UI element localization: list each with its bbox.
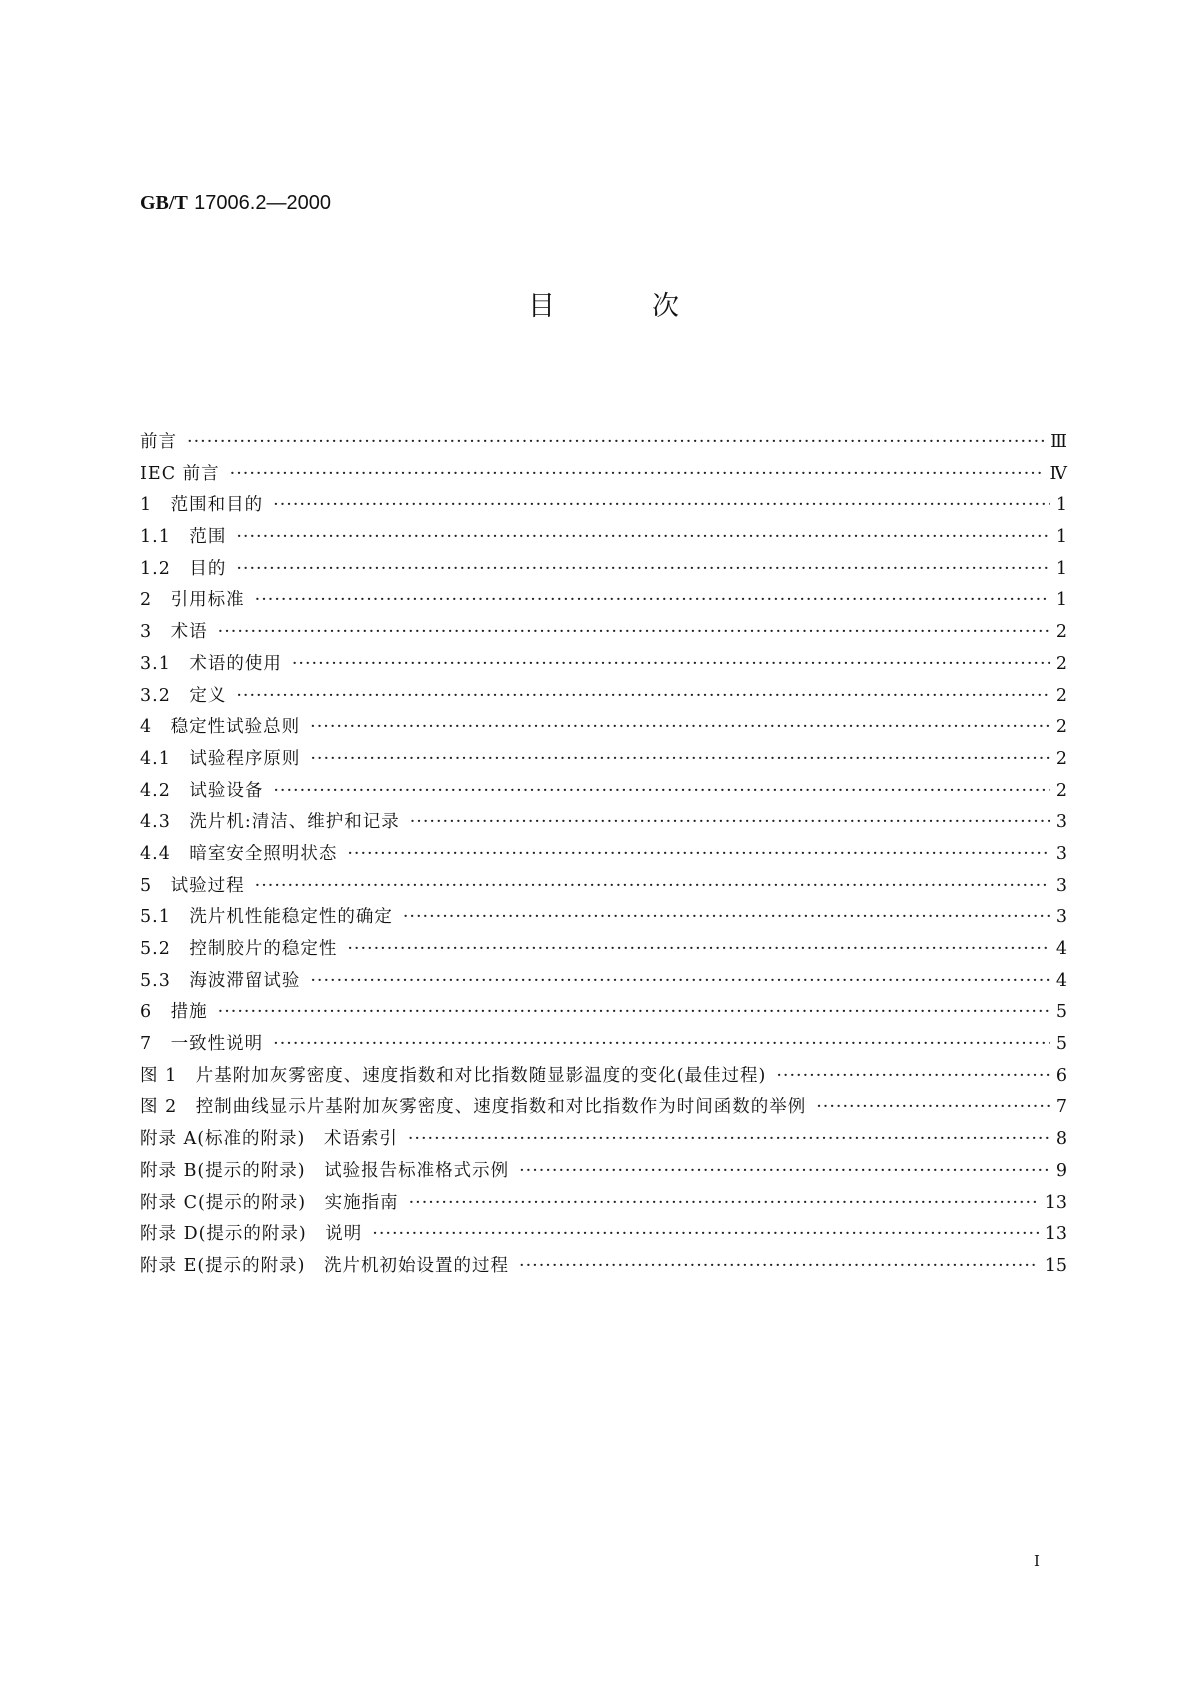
dot-leader <box>273 495 1050 515</box>
toc-entry-label: 1.2 目的 <box>140 558 227 579</box>
dot-leader <box>255 876 1050 896</box>
toc-entry-page: 1 <box>1055 495 1067 516</box>
toc-entry-label: 3.1 术语的使用 <box>140 653 282 674</box>
toc-entry[interactable] <box>140 1252 1067 1284</box>
toc-entry[interactable] <box>140 428 1067 460</box>
standard-prefix: GB/T <box>140 192 188 214</box>
toc-entry-page: 1 <box>1055 527 1067 548</box>
dot-leader <box>273 781 1050 801</box>
toc-entry-page: 1 <box>1055 590 1067 611</box>
standard-number <box>140 190 331 215</box>
toc-entry-label: 7 一致性说明 <box>140 1034 264 1055</box>
toc-entry-page: 5 <box>1055 1034 1067 1055</box>
toc-entry[interactable] <box>140 460 1067 492</box>
dot-leader <box>310 717 1050 737</box>
dot-leader <box>310 749 1050 769</box>
toc-entry[interactable] <box>140 1220 1067 1252</box>
dot-leader <box>347 939 1050 959</box>
toc-entry-page: 3 <box>1055 907 1067 928</box>
toc-entry-page: Ⅳ <box>1049 463 1067 484</box>
toc-entry[interactable] <box>140 840 1067 872</box>
toc-entry-page: 2 <box>1055 653 1067 674</box>
dot-leader <box>218 1002 1050 1022</box>
toc-entry-label: 附录 B(提示的附录) 试验报告标准格式示例 <box>140 1160 510 1181</box>
toc-entry-label: 附录 D(提示的附录) 说明 <box>140 1224 363 1245</box>
toc-entry-page: 8 <box>1055 1129 1067 1150</box>
toc-entry-page: Ⅲ <box>1050 432 1067 452</box>
dot-leader <box>236 527 1050 547</box>
toc-entry-page: 4 <box>1055 970 1067 991</box>
toc-entry-label: 1 范围和目的 <box>140 495 264 516</box>
toc-entry-label: 前言 <box>140 432 177 452</box>
toc-entry-label: 图 1 片基附加灰雾密度、速度指数和对比指数随显影温度的变化(最佳过程) <box>140 1065 767 1086</box>
toc-entry[interactable] <box>140 618 1067 650</box>
toc-entry-label: 2 引用标准 <box>140 590 245 611</box>
toc-entry[interactable] <box>140 1189 1067 1221</box>
toc-entry-page: 2 <box>1055 685 1067 706</box>
toc-entry-page: 13 <box>1044 1224 1067 1245</box>
dot-leader <box>236 559 1050 579</box>
dot-leader <box>347 844 1050 864</box>
dot-leader <box>403 907 1050 927</box>
dot-leader <box>372 1224 1038 1244</box>
toc-entry[interactable] <box>140 713 1067 745</box>
toc-entry[interactable] <box>140 745 1067 777</box>
dot-leader <box>410 812 1050 832</box>
dot-leader <box>310 971 1050 991</box>
toc-entry-page: 5 <box>1055 1002 1067 1023</box>
toc-entry-page: 6 <box>1055 1065 1067 1086</box>
toc-entry-label: 5.2 控制胶片的稳定性 <box>140 939 338 959</box>
dot-leader <box>776 1066 1050 1086</box>
dot-leader <box>187 432 1044 452</box>
toc-entry-label: 图 2 控制曲线显示片基附加灰雾密度、速度指数和对比指数作为时间函数的举例 <box>140 1097 807 1118</box>
toc-entry-label: 4 稳定性试验总则 <box>140 717 301 738</box>
toc-entry-page: 2 <box>1055 748 1067 769</box>
toc-entry[interactable] <box>140 555 1067 587</box>
toc-entry-label: 5 试验过程 <box>140 875 245 896</box>
toc-entry[interactable] <box>140 1062 1067 1094</box>
toc-entry-label: 3 术语 <box>140 622 208 643</box>
toc-entry-page: 3 <box>1055 812 1067 833</box>
toc-entry[interactable] <box>140 777 1067 809</box>
toc-entry-page: 2 <box>1055 717 1067 738</box>
toc-entry-label: IEC 前言 <box>140 463 220 484</box>
toc-entry-page: 2 <box>1055 780 1067 801</box>
dot-leader <box>236 686 1050 706</box>
toc-entry-label: 附录 E(提示的附录) 洗片机初始设置的过程 <box>140 1255 509 1276</box>
toc-entry-page: 7 <box>1055 1097 1067 1118</box>
toc-entry-page: 13 <box>1044 1192 1067 1213</box>
toc-entry-page: 15 <box>1044 1255 1067 1276</box>
toc-entry[interactable] <box>140 998 1067 1030</box>
toc-entry-label: 1.1 范围 <box>140 527 227 548</box>
dot-leader <box>408 1129 1050 1149</box>
toc-entry[interactable] <box>140 967 1067 999</box>
toc-entry[interactable] <box>140 650 1067 682</box>
toc-entry-label: 附录 C(提示的附录) 实施指南 <box>140 1192 399 1213</box>
toc-entry-page: 1 <box>1055 558 1067 579</box>
toc-entry[interactable] <box>140 872 1067 904</box>
toc-entry-label: 4.4 暗室安全照明状态 <box>140 843 338 864</box>
toc-entry[interactable] <box>140 491 1067 523</box>
title-char-1: 目 <box>528 291 555 322</box>
dot-leader <box>816 1097 1050 1117</box>
dot-leader <box>273 1034 1050 1054</box>
toc-entry-label: 5.3 海波滞留试验 <box>140 970 301 991</box>
dot-leader <box>409 1193 1039 1213</box>
toc-entry-label: 4.3 洗片机:清洁、维护和记录 <box>140 812 400 833</box>
toc-entry-page: 2 <box>1055 622 1067 643</box>
toc-entry[interactable] <box>140 1093 1067 1125</box>
dot-leader <box>255 590 1050 610</box>
toc-entry-page: 9 <box>1055 1160 1067 1181</box>
toc-entry[interactable] <box>140 682 1067 714</box>
dot-leader <box>292 654 1050 674</box>
toc-entry-label: 附录 A(标准的附录) 术语索引 <box>140 1129 398 1150</box>
toc-entry-page: 3 <box>1055 843 1067 864</box>
toc-entry[interactable] <box>140 523 1067 555</box>
toc-entry-label: 6 措施 <box>140 1002 208 1023</box>
toc-entry[interactable] <box>140 1125 1067 1157</box>
page-number: I <box>1034 1552 1040 1570</box>
toc-entry-label: 3.2 定义 <box>140 685 227 706</box>
table-of-contents <box>140 428 1067 1284</box>
toc-entry[interactable] <box>140 903 1067 935</box>
toc-entry-label: 4.2 试验设备 <box>140 780 264 801</box>
toc-entry[interactable] <box>140 586 1067 618</box>
dot-leader <box>519 1161 1050 1181</box>
toc-entry[interactable] <box>140 935 1067 967</box>
toc-entry[interactable] <box>140 1157 1067 1189</box>
toc-entry-page: 3 <box>1055 875 1067 896</box>
toc-entry-label: 4.1 试验程序原则 <box>140 748 301 769</box>
toc-entry[interactable] <box>140 808 1067 840</box>
toc-entry-label: 5.1 洗片机性能稳定性的确定 <box>140 907 393 928</box>
toc-entry-page: 4 <box>1055 939 1067 959</box>
dot-leader <box>230 464 1044 484</box>
dot-leader <box>218 622 1050 642</box>
standard-code: 17006.2—2000 <box>194 192 331 214</box>
dot-leader <box>519 1256 1039 1276</box>
toc-entry[interactable] <box>140 1030 1067 1062</box>
title-char-2: 次 <box>652 291 679 322</box>
